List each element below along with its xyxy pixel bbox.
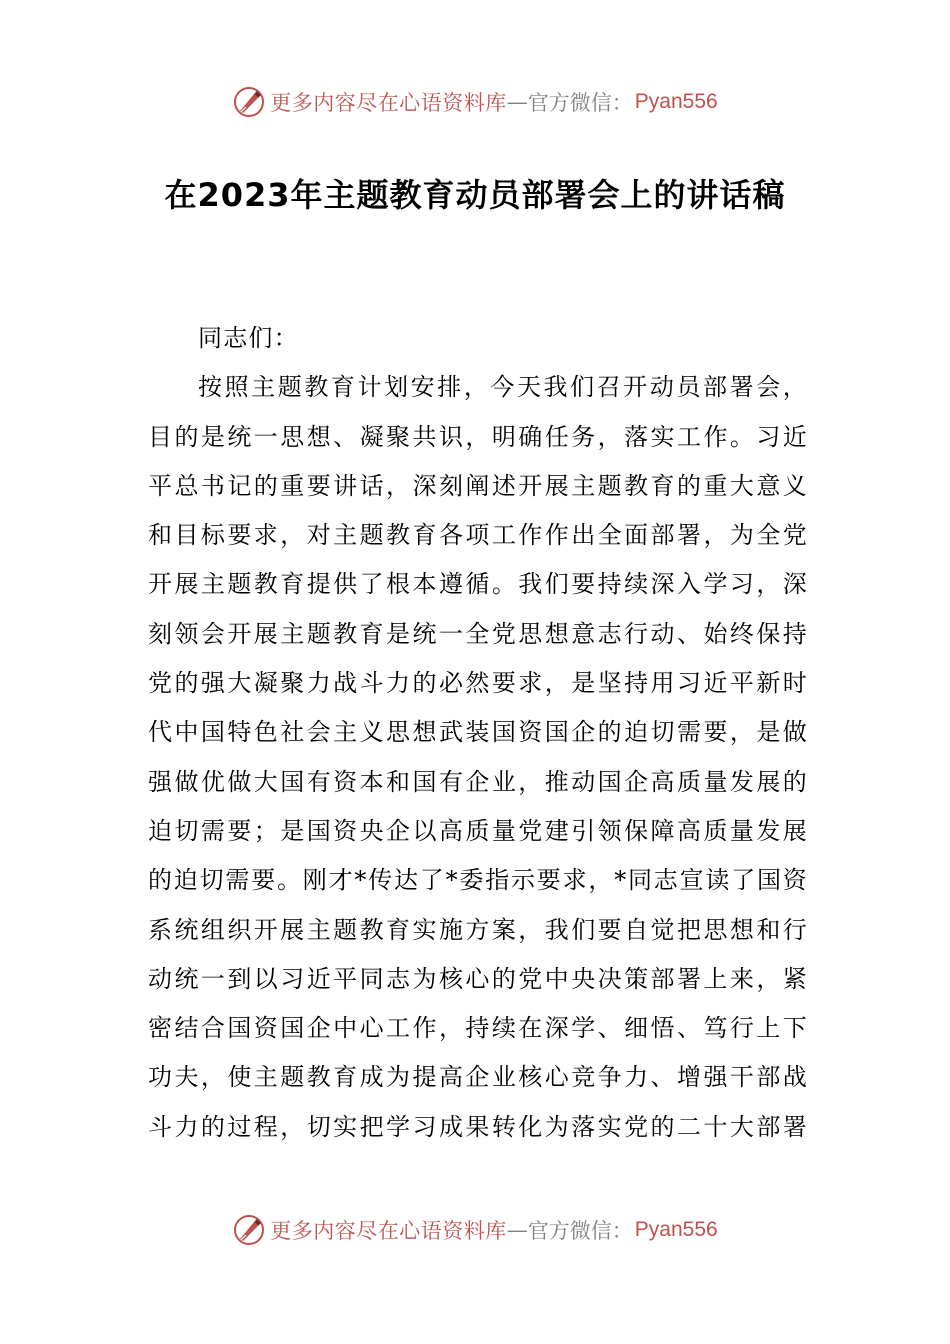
body-line: 密结合国资国企中心工作，持续在深学、细悟、笃行上下 [148, 1014, 808, 1043]
body-line: 斗力的过程，切实把学习成果转化为落实党的二十大部署 [148, 1112, 808, 1141]
banner-separator: — [506, 90, 528, 114]
banner-wechat-label: 官方微信： [527, 91, 633, 115]
body-line: 动统一到以习近平同志为核心的党中央决策部署上来，紧 [148, 964, 808, 993]
body-line: 的迫切需要。刚才*传达了*委指示要求，*同志宣读了国资 [148, 866, 808, 895]
banner-brand-text: 更多内容尽在心语资料库 [270, 1219, 507, 1243]
body-line: 功夫，使主题教育成为提高企业核心竞争力、增强干部战 [148, 1063, 808, 1092]
body-line: 系统组织开展主题教育实施方案，我们要自觉把思想和行 [148, 915, 808, 944]
banner-wechat-id: Pyan556 [634, 1218, 718, 1241]
body-line: 和目标要求，对主题教育各项工作作出全面部署，为全党 [148, 521, 808, 550]
banner-separator: — [506, 1218, 528, 1242]
banner-brand-text: 更多内容尽在心语资料库 [270, 91, 507, 115]
body-line: 按照主题教育计划安排，今天我们召开动员部署会， [198, 373, 808, 402]
footer-banner [0, 1208, 950, 1252]
body-line: 代中国特色社会主义思想武装国资国企的迫切需要，是做 [148, 718, 808, 747]
body-line: 平总书记的重要讲话，深刻阐述开展主题教育的重大意义 [148, 471, 808, 500]
body-line: 党的强大凝聚力战斗力的必然要求，是坚持用习近平新时 [148, 669, 808, 698]
header-banner [0, 80, 950, 124]
body-line: 目的是统一思想、凝聚共识，明确任务，落实工作。习近 [148, 422, 808, 451]
body-line: 迫切需要；是国资央企以高质量党建引领保障高质量发展 [148, 816, 808, 845]
banner-wechat-id: Pyan556 [634, 90, 718, 113]
salutation: 同志们： [198, 324, 299, 352]
document-body [148, 314, 808, 1152]
body-line: 强做优做大国有资本和国有企业，推动国企高质量发展的 [148, 767, 808, 796]
pen-nib-logo-icon [232, 85, 266, 119]
body-line: 刻领会开展主题教育是统一全党思想意志行动、始终保持 [148, 619, 808, 648]
body-line: 开展主题教育提供了根本遵循。我们要持续深入学习，深 [148, 570, 808, 599]
pen-nib-logo-icon [232, 1213, 266, 1247]
document-title: 在2023年主题教育动员部署会上的讲话稿 [164, 176, 786, 214]
banner-wechat-label: 官方微信： [527, 1219, 633, 1243]
